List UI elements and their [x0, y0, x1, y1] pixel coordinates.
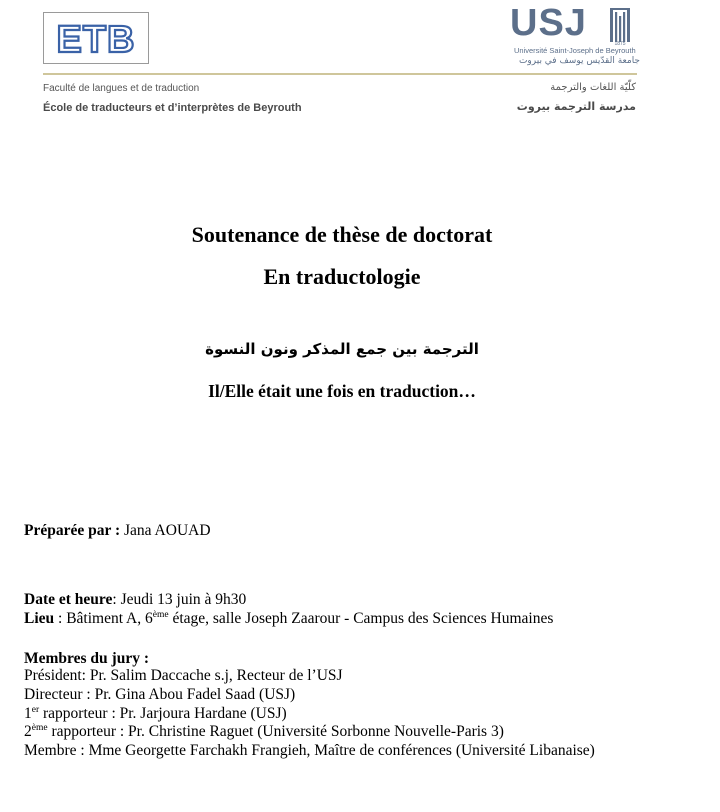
date-time-label: Date et heure — [24, 591, 113, 608]
usj-logo — [510, 4, 640, 70]
prepared-by — [24, 521, 211, 540]
thesis-title-fr: Il/Elle était une fois en traduction… — [208, 381, 476, 401]
jury-director: Directeur : Pr. Gina Abou Fadel Saad (USJ) — [24, 686, 296, 703]
usj-emblem-icon — [608, 6, 634, 46]
jury-rapporteur-1 — [24, 704, 287, 723]
header-divider — [43, 73, 637, 75]
jury-member: Membre : Mme Georgette Farchakh Frangieh, Maître de conférences (Université Libanaise) — [24, 742, 595, 759]
etb-logo-mark — [50, 19, 142, 57]
page-title: Soutenance de thèse de doctorat — [191, 222, 493, 247]
location-value-part1: : Bâtiment A, 6 — [54, 610, 153, 627]
date-time-value: : Jeudi 13 juin à 9h30 — [112, 591, 247, 608]
thesis-title-ar: الترجمة بين جمع المذكر ونون النسوة — [205, 340, 479, 358]
etb-logo — [43, 12, 149, 64]
location-floor-suffix: ème — [152, 610, 169, 620]
location-value-part2: étage, salle Joseph Zaarour - Campus des Sciences Humaines — [168, 610, 554, 627]
prepared-by-value: Jana AOUAD — [120, 522, 211, 539]
date-time — [24, 590, 246, 609]
rapporteur-2-suffix: ème — [31, 723, 48, 733]
school-name-ar: مدرسة الترجمة بيروت — [516, 100, 636, 113]
etb-logo-text: ETB — [56, 19, 136, 57]
jury-heading-label: Membres du jury : — [24, 650, 149, 667]
rapporteur-1-number: 1 — [24, 705, 32, 722]
rapporteur-2-text: rapporteur : Pr. Christine Raguet (Université Sorbonne Nouvelle-Paris 3) — [47, 723, 504, 740]
faculty-name-fr: Faculté de langues et de traduction — [43, 83, 200, 94]
location-label: Lieu — [24, 610, 55, 627]
usj-year: 1875 — [614, 41, 626, 46]
usj-logo-text: USJ — [510, 2, 587, 44]
jury-rapporteur-2 — [24, 722, 504, 741]
usj-name-ar: جامعة القدّيس يوسف في بيروت — [518, 56, 640, 66]
faculty-name-ar: كلّيّة اللغات والترجمة — [550, 82, 636, 93]
school-name-fr: École de traducteurs et d’interprètes de Beyrouth — [43, 102, 302, 114]
location — [24, 609, 553, 628]
rapporteur-1-text: rapporteur : Pr. Jarjoura Hardane (USJ) — [39, 705, 287, 722]
page-subtitle: En traductologie — [263, 264, 421, 289]
rapporteur-2-number: 2 — [24, 723, 32, 740]
prepared-by-label: Préparée par : — [24, 522, 121, 539]
rapporteur-1-suffix: er — [31, 705, 40, 715]
usj-name-fr: Université Saint-Joseph de Beyrouth — [514, 46, 636, 55]
jury-president: Président: Pr. Salim Daccache s.j, Recteur de l’USJ — [24, 667, 343, 684]
